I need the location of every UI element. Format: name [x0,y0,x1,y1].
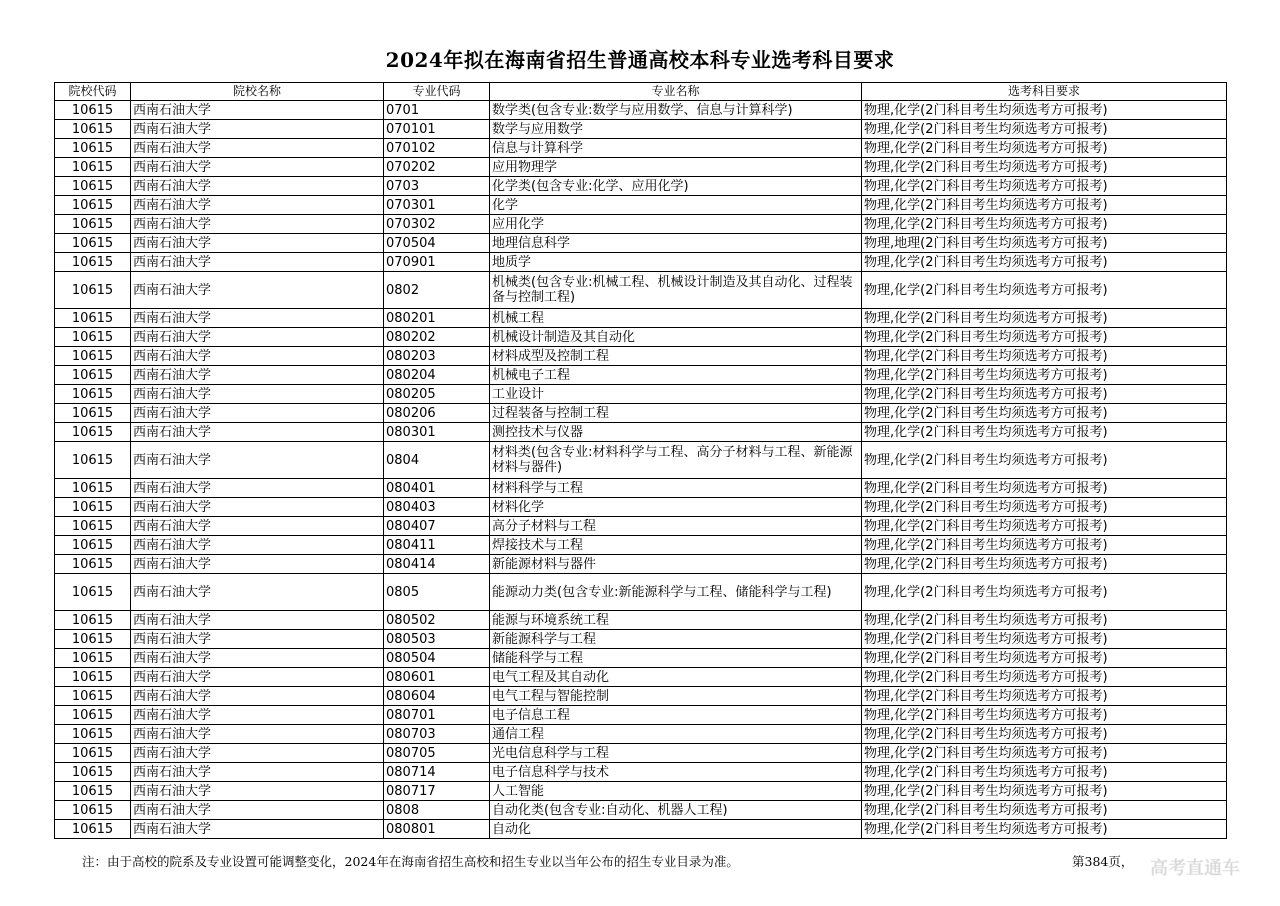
school-name-cell: 西南石油大学 [131,725,384,744]
major-name-cell: 材料类(包含专业:材料科学与工程、高分子材料与工程、新能源材料与器件) [490,442,862,479]
subject-requirement-cell: 物理,化学(2门科目考生均须选考方可报考) [862,328,1227,347]
school-code-cell: 10615 [55,687,131,706]
school-name-cell: 西南石油大学 [131,177,384,196]
major-code-cell: 080201 [384,309,490,328]
school-name-cell: 西南石油大学 [131,801,384,820]
subject-requirement-cell: 物理,化学(2门科目考生均须选考方可报考) [862,725,1227,744]
school-code-cell: 10615 [55,517,131,536]
school-name-cell: 西南石油大学 [131,782,384,801]
major-name-cell: 光电信息科学与工程 [490,744,862,763]
major-name-cell: 材料成型及控制工程 [490,347,862,366]
school-code-cell: 10615 [55,272,131,309]
school-name-cell: 西南石油大学 [131,272,384,309]
subject-requirement-cell: 物理,化学(2门科目考生均须选考方可报考) [862,479,1227,498]
page-number: 第384页， [1072,854,1134,869]
subject-requirement-cell: 物理,化学(2门科目考生均须选考方可报考) [862,347,1227,366]
table-row [55,725,1227,744]
school-name-cell: 西南石油大学 [131,158,384,177]
subject-requirement-cell: 物理,化学(2门科目考生均须选考方可报考) [862,158,1227,177]
table-row [55,611,1227,630]
subject-requirement-cell: 物理,化学(2门科目考生均须选考方可报考) [862,801,1227,820]
major-code-cell: 0701 [384,101,490,120]
table-row [55,801,1227,820]
table-row [55,744,1227,763]
subject-requirement-cell: 物理,化学(2门科目考生均须选考方可报考) [862,498,1227,517]
school-name-cell: 西南石油大学 [131,309,384,328]
major-code-cell: 080203 [384,347,490,366]
subject-requirement-cell: 物理,化学(2门科目考生均须选考方可报考) [862,272,1227,309]
watermark: 高考直通车 [1150,858,1240,879]
table-row [55,555,1227,574]
school-name-cell: 西南石油大学 [131,404,384,423]
school-code-cell: 10615 [55,385,131,404]
table-row [55,385,1227,404]
header-major-code: 专业代码 [384,83,490,101]
school-code-cell: 10615 [55,479,131,498]
school-name-cell: 西南石油大学 [131,479,384,498]
major-name-cell: 材料科学与工程 [490,479,862,498]
major-name-cell: 数学类(包含专业:数学与应用数学、信息与计算科学) [490,101,862,120]
school-code-cell: 10615 [55,649,131,668]
major-name-cell: 电子信息工程 [490,706,862,725]
school-code-cell: 10615 [55,574,131,611]
major-name-cell: 高分子材料与工程 [490,517,862,536]
table-row [55,820,1227,839]
subject-requirement-cell: 物理,化学(2门科目考生均须选考方可报考) [862,177,1227,196]
school-code-cell: 10615 [55,309,131,328]
school-code-cell: 10615 [55,347,131,366]
subject-requirement-cell: 物理,化学(2门科目考生均须选考方可报考) [862,404,1227,423]
school-name-cell: 西南石油大学 [131,555,384,574]
major-code-cell: 070504 [384,234,490,253]
table-row [55,101,1227,120]
school-name-cell: 西南石油大学 [131,385,384,404]
table-row [55,139,1227,158]
subject-requirement-cell: 物理,化学(2门科目考生均须选考方可报考) [862,423,1227,442]
major-name-cell: 人工智能 [490,782,862,801]
school-name-cell: 西南石油大学 [131,820,384,839]
header-subject-requirement: 选考科目要求 [862,83,1227,101]
major-code-cell: 080407 [384,517,490,536]
major-name-cell: 机械电子工程 [490,366,862,385]
table-row [55,158,1227,177]
major-name-cell: 自动化类(包含专业:自动化、机器人工程) [490,801,862,820]
table-row [55,479,1227,498]
subject-requirement-cell: 物理,化学(2门科目考生均须选考方可报考) [862,687,1227,706]
table-row [55,649,1227,668]
subject-requirement-cell: 物理,化学(2门科目考生均须选考方可报考) [862,196,1227,215]
school-name-cell: 西南石油大学 [131,196,384,215]
table-row [55,536,1227,555]
school-code-cell: 10615 [55,253,131,272]
table-row [55,442,1227,479]
major-name-cell: 电气工程及其自动化 [490,668,862,687]
table-row [55,498,1227,517]
major-name-cell: 自动化 [490,820,862,839]
major-code-cell: 070102 [384,139,490,158]
table-row [55,309,1227,328]
school-name-cell: 西南石油大学 [131,215,384,234]
major-name-cell: 能源动力类(包含专业:新能源科学与工程、储能科学与工程) [490,574,862,611]
header-school-code: 院校代码 [55,83,131,101]
school-name-cell: 西南石油大学 [131,706,384,725]
major-code-cell: 080502 [384,611,490,630]
table-row [55,630,1227,649]
major-code-cell: 080202 [384,328,490,347]
major-code-cell: 080714 [384,763,490,782]
school-name-cell: 西南石油大学 [131,366,384,385]
school-name-cell: 西南石油大学 [131,763,384,782]
table-row [55,120,1227,139]
table-row [55,782,1227,801]
school-name-cell: 西南石油大学 [131,328,384,347]
major-code-cell: 0808 [384,801,490,820]
major-name-cell: 地理信息科学 [490,234,862,253]
subject-requirement-cell: 物理,化学(2门科目考生均须选考方可报考) [862,253,1227,272]
table-header-row [55,83,1227,101]
school-name-cell: 西南石油大学 [131,139,384,158]
table-row [55,366,1227,385]
subject-requirement-cell: 物理,化学(2门科目考生均须选考方可报考) [862,215,1227,234]
header-major-name: 专业名称 [490,83,862,101]
table-row [55,347,1227,366]
major-code-cell: 080701 [384,706,490,725]
major-code-cell: 070101 [384,120,490,139]
table-row [55,517,1227,536]
subject-requirement-cell: 物理,化学(2门科目考生均须选考方可报考) [862,763,1227,782]
table-row [55,196,1227,215]
school-code-cell: 10615 [55,744,131,763]
school-name-cell: 西南石油大学 [131,442,384,479]
subject-requirement-cell: 物理,化学(2门科目考生均须选考方可报考) [862,706,1227,725]
table-row [55,423,1227,442]
major-name-cell: 信息与计算科学 [490,139,862,158]
major-name-cell: 地质学 [490,253,862,272]
major-code-cell: 080204 [384,366,490,385]
table-row [55,253,1227,272]
major-code-cell: 0804 [384,442,490,479]
table-row [55,215,1227,234]
school-name-cell: 西南石油大学 [131,687,384,706]
major-name-cell: 材料化学 [490,498,862,517]
school-code-cell: 10615 [55,442,131,479]
school-code-cell: 10615 [55,630,131,649]
subject-requirement-cell: 物理,化学(2门科目考生均须选考方可报考) [862,366,1227,385]
major-code-cell: 080301 [384,423,490,442]
major-name-cell: 焊接技术与工程 [490,536,862,555]
table-row [55,234,1227,253]
major-code-cell: 080504 [384,649,490,668]
school-code-cell: 10615 [55,536,131,555]
major-name-cell: 能源与环境系统工程 [490,611,862,630]
table-row [55,404,1227,423]
major-code-cell: 0703 [384,177,490,196]
major-code-cell: 080705 [384,744,490,763]
major-code-cell: 070901 [384,253,490,272]
school-code-cell: 10615 [55,782,131,801]
school-code-cell: 10615 [55,498,131,517]
major-code-cell: 080403 [384,498,490,517]
major-name-cell: 机械设计制造及其自动化 [490,328,862,347]
school-name-cell: 西南石油大学 [131,668,384,687]
major-code-cell: 0805 [384,574,490,611]
table-row [55,668,1227,687]
subject-requirement-cell: 物理,地理(2门科目考生均须选考方可报考) [862,234,1227,253]
major-code-cell: 080703 [384,725,490,744]
major-name-cell: 测控技术与仪器 [490,423,862,442]
subject-requirement-cell: 物理,化学(2门科目考生均须选考方可报考) [862,611,1227,630]
major-code-cell: 080411 [384,536,490,555]
school-name-cell: 西南石油大学 [131,574,384,611]
table-row [55,763,1227,782]
school-code-cell: 10615 [55,196,131,215]
school-code-cell: 10615 [55,177,131,196]
subject-requirement-cell: 物理,化学(2门科目考生均须选考方可报考) [862,385,1227,404]
school-code-cell: 10615 [55,555,131,574]
subject-requirement-cell: 物理,化学(2门科目考生均须选考方可报考) [862,820,1227,839]
table-row [55,574,1227,611]
major-code-cell: 080604 [384,687,490,706]
table-row [55,177,1227,196]
major-name-cell: 化学 [490,196,862,215]
major-name-cell: 应用化学 [490,215,862,234]
school-name-cell: 西南石油大学 [131,120,384,139]
subject-requirement-cell: 物理,化学(2门科目考生均须选考方可报考) [862,782,1227,801]
major-name-cell: 数学与应用数学 [490,120,862,139]
major-code-cell: 0802 [384,272,490,309]
school-name-cell: 西南石油大学 [131,536,384,555]
major-requirements-table [54,82,1227,839]
subject-requirement-cell: 物理,化学(2门科目考生均须选考方可报考) [862,630,1227,649]
school-code-cell: 10615 [55,234,131,253]
school-code-cell: 10615 [55,725,131,744]
table-row [55,272,1227,309]
table-row [55,687,1227,706]
school-code-cell: 10615 [55,611,131,630]
school-name-cell: 西南石油大学 [131,630,384,649]
major-code-cell: 080206 [384,404,490,423]
major-code-cell: 080801 [384,820,490,839]
subject-requirement-cell: 物理,化学(2门科目考生均须选考方可报考) [862,536,1227,555]
major-code-cell: 080205 [384,385,490,404]
school-name-cell: 西南石油大学 [131,423,384,442]
major-code-cell: 080717 [384,782,490,801]
header-school-name: 院校名称 [131,83,384,101]
major-name-cell: 工业设计 [490,385,862,404]
subject-requirement-cell: 物理,化学(2门科目考生均须选考方可报考) [862,649,1227,668]
major-code-cell: 080601 [384,668,490,687]
school-code-cell: 10615 [55,820,131,839]
major-name-cell: 电子信息科学与技术 [490,763,862,782]
school-name-cell: 西南石油大学 [131,649,384,668]
school-name-cell: 西南石油大学 [131,101,384,120]
school-name-cell: 西南石油大学 [131,253,384,272]
table-row [55,328,1227,347]
school-code-cell: 10615 [55,706,131,725]
school-code-cell: 10615 [55,423,131,442]
subject-requirement-cell: 物理,化学(2门科目考生均须选考方可报考) [862,442,1227,479]
major-name-cell: 机械类(包含专业:机械工程、机械设计制造及其自动化、过程装备与控制工程) [490,272,862,309]
school-code-cell: 10615 [55,366,131,385]
school-name-cell: 西南石油大学 [131,611,384,630]
major-code-cell: 080401 [384,479,490,498]
subject-requirement-cell: 物理,化学(2门科目考生均须选考方可报考) [862,668,1227,687]
major-code-cell: 080414 [384,555,490,574]
subject-requirement-cell: 物理,化学(2门科目考生均须选考方可报考) [862,309,1227,328]
major-name-cell: 应用物理学 [490,158,862,177]
school-code-cell: 10615 [55,139,131,158]
school-name-cell: 西南石油大学 [131,347,384,366]
school-code-cell: 10615 [55,801,131,820]
subject-requirement-cell: 物理,化学(2门科目考生均须选考方可报考) [862,139,1227,158]
major-name-cell: 过程装备与控制工程 [490,404,862,423]
major-name-cell: 通信工程 [490,725,862,744]
major-code-cell: 070301 [384,196,490,215]
school-code-cell: 10615 [55,404,131,423]
subject-requirement-cell: 物理,化学(2门科目考生均须选考方可报考) [862,120,1227,139]
major-name-cell: 储能科学与工程 [490,649,862,668]
school-code-cell: 10615 [55,763,131,782]
school-code-cell: 10615 [55,668,131,687]
major-code-cell: 080503 [384,630,490,649]
footnote: 注：由于高校的院系及专业设置可能调整变化，2024年在海南省招生高校和招生专业以当年公布的招生专业目录为准。 [82,854,739,869]
subject-requirement-cell: 物理,化学(2门科目考生均须选考方可报考) [862,574,1227,611]
major-code-cell: 070302 [384,215,490,234]
school-code-cell: 10615 [55,158,131,177]
table-row [55,706,1227,725]
subject-requirement-cell: 物理,化学(2门科目考生均须选考方可报考) [862,744,1227,763]
major-name-cell: 机械工程 [490,309,862,328]
major-name-cell: 新能源材料与器件 [490,555,862,574]
major-name-cell: 化学类(包含专业:化学、应用化学) [490,177,862,196]
major-name-cell: 电气工程与智能控制 [490,687,862,706]
major-name-cell: 新能源科学与工程 [490,630,862,649]
school-code-cell: 10615 [55,120,131,139]
major-code-cell: 070202 [384,158,490,177]
school-name-cell: 西南石油大学 [131,498,384,517]
school-name-cell: 西南石油大学 [131,744,384,763]
school-name-cell: 西南石油大学 [131,234,384,253]
subject-requirement-cell: 物理,化学(2门科目考生均须选考方可报考) [862,555,1227,574]
subject-requirement-cell: 物理,化学(2门科目考生均须选考方可报考) [862,101,1227,120]
subject-requirement-cell: 物理,化学(2门科目考生均须选考方可报考) [862,517,1227,536]
school-code-cell: 10615 [55,101,131,120]
school-code-cell: 10615 [55,328,131,347]
school-name-cell: 西南石油大学 [131,517,384,536]
school-code-cell: 10615 [55,215,131,234]
page-title: 2024年拟在海南省招生普通高校本科专业选考科目要求 [385,48,895,72]
